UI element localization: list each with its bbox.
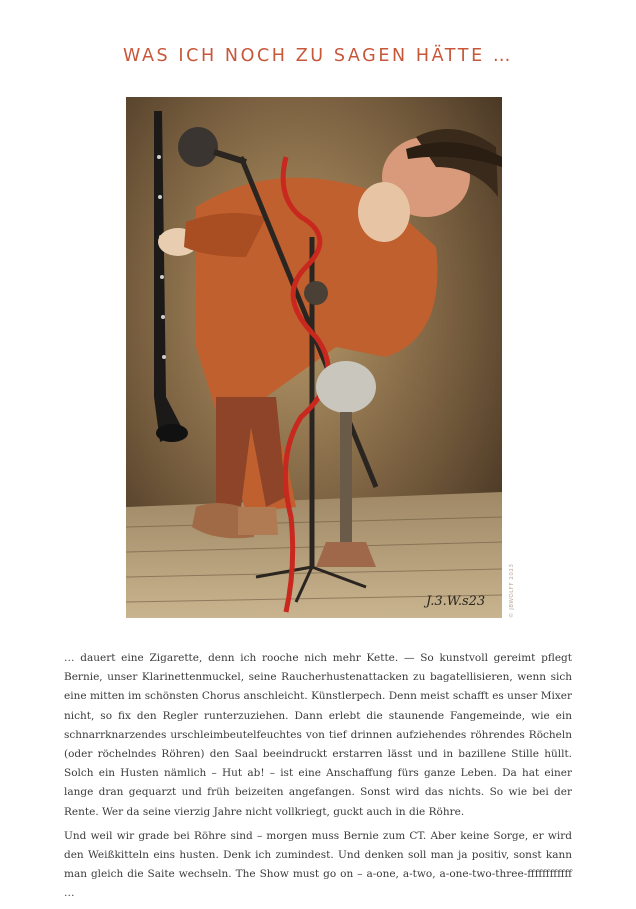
paragraph-2: Und weil wir grade bei Röhre sind – morgen muss Bernie zum CT. Aber keine Sorge, er wird den Weißkitteln eins husten. Denk ich zumindest. Und denken soll man ja positiv, sonst kann man gleich die Saite wechseln. The Show must go on – a-one, a-two, a-one-two-three-ffffffffffff … <box>64 829 572 900</box>
paragraph-1: … dauert eine Zigarette, denn ich rooche nich mehr Kette. — So kunstvoll gereimt pflegt Bernie, unser Klarinettenmuckel, seine Raucherhustenattacken zu bagatellisieren, wenn sich eine mitten im schönsten Chorus anschleicht. Künstlerpech. Denn meist schafft es unser Mixer nicht, so fix den Regler runterzuziehen. Dann erlebt die staunende Fangemeinde, wie ein schnarrknarzendes urschleimbeutelfeuchtes von tief drinnen aufziehendes röhrendes Röcheln (oder röchelndes Röhren) den Saal beeindruckt erstarren lässt und in bazillene Stille hüllt. Solch ein Husten nämlich – Hut ab! – ist eine Anschaffung fürs ganze Leben. Da hat einer lange dran gequarzt und früh beizeiten angefangen. Sonst wird das nichts. So wie bei der Rente. Wer da seine vierzig Jahre nicht vollkriegt, guckt auch in die Röhre. <box>64 652 572 818</box>
page-title: WAS ICH NOCH ZU SAGEN HÄTTE … <box>123 46 513 66</box>
illustration-saxophone-player <box>126 97 502 618</box>
article-body <box>64 649 572 909</box>
illustration-credit: © JBWOLFF 2023 <box>509 563 515 618</box>
artist-signature: J.3.W.s23 <box>426 594 486 609</box>
